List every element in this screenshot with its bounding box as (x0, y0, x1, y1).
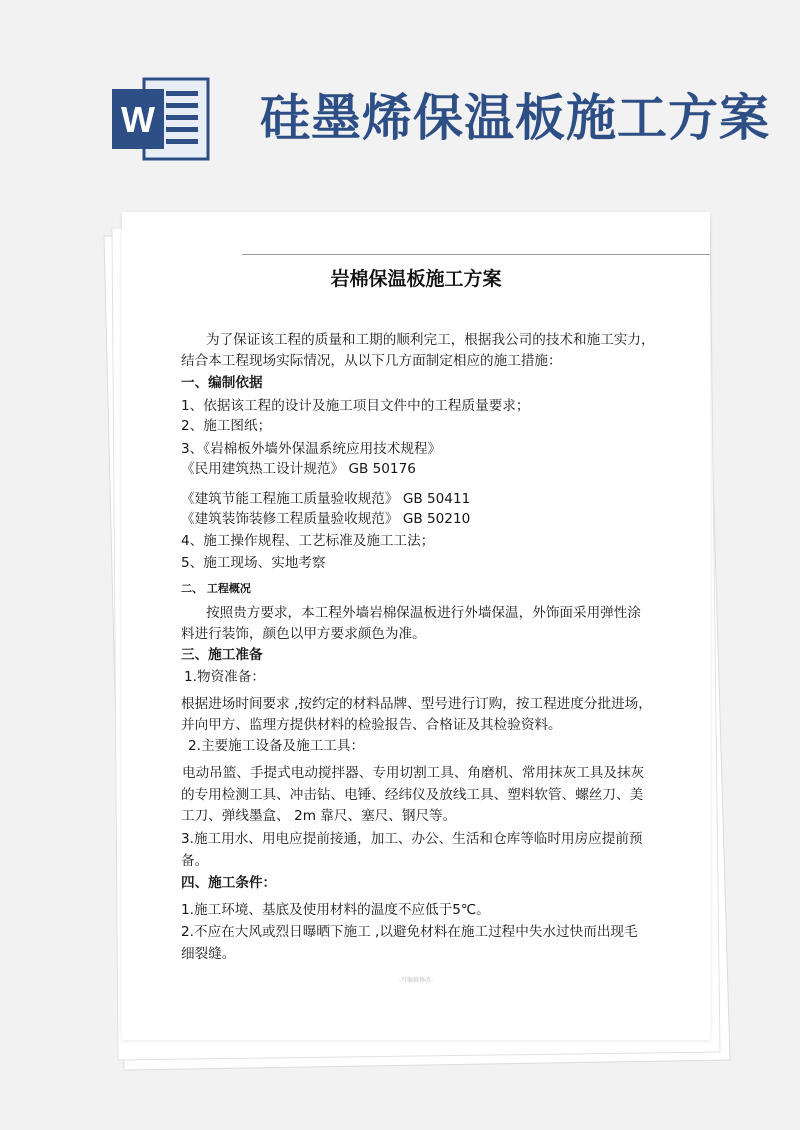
section-heading: 二、 工程概况 (181, 582, 251, 595)
standard-reference: 《建筑装饰装修工程质量验收规范》 GB 50210 (181, 511, 471, 527)
list-item: 5、施工现场、实地考察 (181, 555, 326, 571)
list-item: 4、施工操作规程、工艺标准及施工工法； (181, 533, 435, 549)
paragraph-line: 电动吊篮、手提式电动搅拌器、专用切割工具、角磨机、常用抹灰工具及抹灰 (182, 765, 645, 781)
paragraph-line: 工刀、弹线墨盒、 2m 靠尺、塞尺、钢尺等。 (181, 808, 457, 824)
paragraph-line: 根据进场时间要求 ,按约定的材料品牌、型号进行订购，按工程进度分批进场， (181, 696, 652, 712)
paragraph-line: 备。 (181, 853, 209, 869)
section-heading: 三、施工准备 (181, 647, 263, 663)
section-heading: 一、编制依据 (181, 375, 263, 391)
banner-title: 硅墨烯保温板施工方案 (260, 88, 770, 147)
paragraph-line: 并向甲方、监理方提供材料的检验报告、合格证及其检验资料。 (181, 717, 562, 733)
section-heading: 四、施工条件： (181, 875, 277, 891)
paragraph-line: 按照贵方要求，本工程外墙岩棉保温板进行外墙保温，外饰面采用弹性涂 (206, 605, 641, 621)
subsection-heading: 1.物资准备： (184, 669, 265, 685)
header-rule (242, 254, 710, 255)
list-item: 1.施工环境、基底及使用材料的温度不应低于5℃。 (181, 902, 490, 918)
paragraph-line: 的专用检测工具、冲击钻、电锤、经纬仪及放线工具、塑料软管、螺丝刀、美 (181, 787, 644, 803)
paragraph-line: 料进行装饰，颜色以甲方要求颜色为准。 (181, 626, 426, 642)
standard-reference: 《建筑节能工程施工质量验收规范》 GB 50411 (181, 491, 471, 507)
word-logo-letter: W (121, 99, 155, 140)
list-item: 1、依据该工程的设计及施工项目文件中的工程质量要求； (181, 398, 530, 414)
document-page (122, 212, 710, 1040)
list-item: 3、《岩棉板外墙外保温系统应用技术规程》 (181, 441, 442, 457)
paragraph-line: 3.施工用水、用电应提前接通，加工、办公、生活和仓库等临时用房应提前预 (181, 831, 643, 847)
subsection-heading: 2.主要施工设备及施工工具： (188, 738, 365, 754)
list-item: 2.不应在大风或烈日曝晒下施工 ,以避免材料在施工过程中失水过快而出现毛 (181, 924, 638, 940)
paragraph-line: 结合本工程现场实际情况，从以下几方面制定相应的施工措施： (181, 353, 562, 369)
paragraph-line: 为了保证该工程的质量和工期的顺利完工，根据我公司的技术和施工实力， (206, 332, 655, 348)
paragraph-line: 细裂缝。 (181, 946, 236, 962)
standard-reference: 《民用建筑热工设计规范》 GB 50176 (181, 461, 416, 477)
document-title: 岩棉保温板施工方案 (330, 268, 502, 290)
footer-note: -可编辑修改- (398, 977, 434, 984)
list-item: 2、施工图纸； (181, 418, 272, 434)
